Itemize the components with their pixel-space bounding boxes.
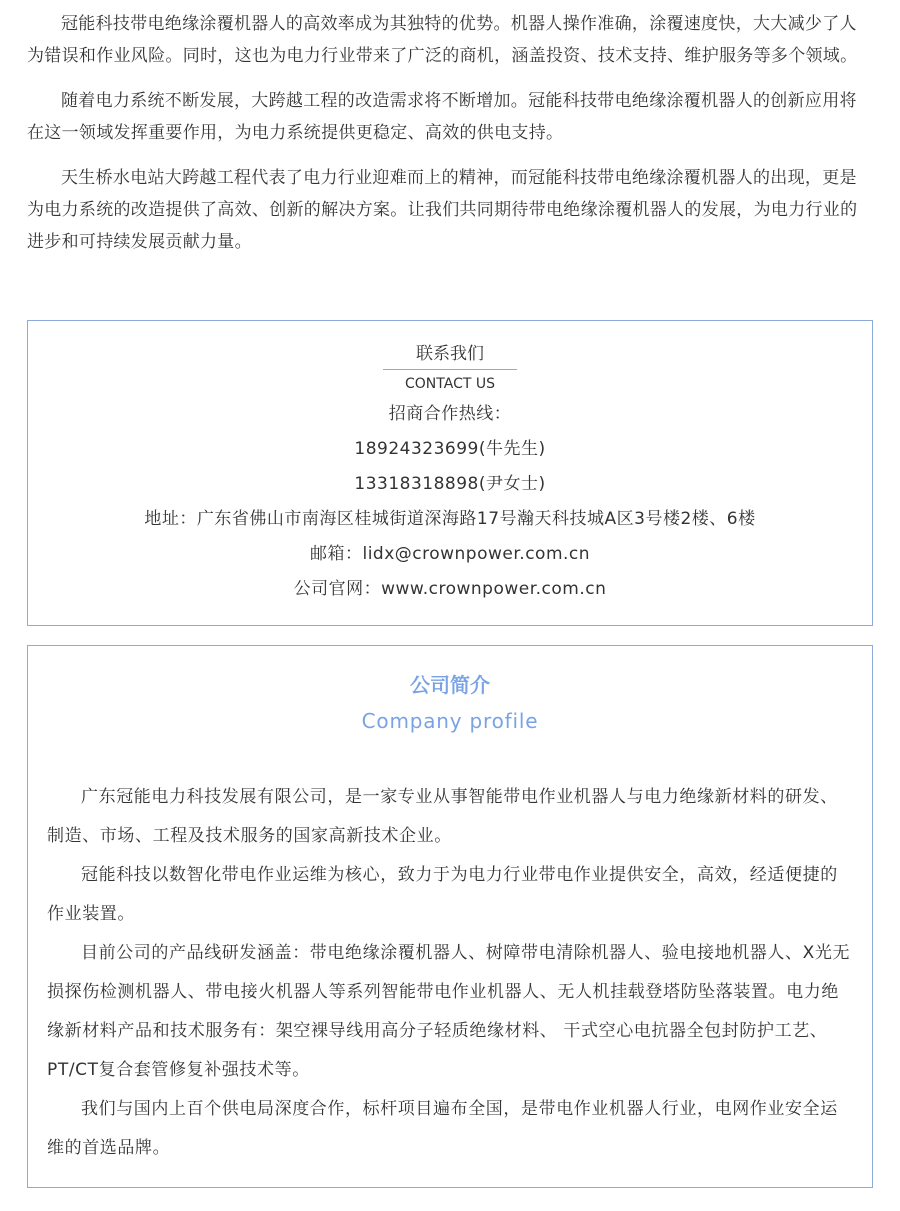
- article-paragraph: 随着电力系统不断发展，大跨越工程的改造需求将不断增加。冠能科技带电绝缘涂覆机器人的创新应用将在这一领域发挥重要作用，为电力系统提供更稳定、高效的供电支持。: [27, 91, 857, 143]
- profile-body: [47, 778, 855, 1168]
- contact-divider: [383, 369, 517, 370]
- email-link[interactable]: 邮箱：lidx@crownpower.com.cn: [309, 544, 591, 564]
- article-paragraph: 天生桥水电站大跨越工程代表了电力行业迎难而上的精神，而冠能科技带电绝缘涂覆机器人的出现，更是为电力系统的改造提供了高效、创新的解决方案。让我们共同期待带电绝缘涂覆机器人的发展，为电力行业的进步和可持续发展贡献力量。: [27, 168, 858, 252]
- phone-number-2[interactable]: 13318318898(尹女士): [354, 474, 546, 494]
- profile-paragraph: 冠能科技以数智化带电作业运维为核心，致力于为电力行业带电作业提供安全，高效，经适便捷的作业装置。: [47, 865, 838, 924]
- article-paragraph: 冠能科技带电绝缘涂覆机器人的高效率成为其独特的优势。机器人操作准确，涂覆速度快，大大减少了人为错误和作业风险。同时，这也为电力行业带来了广泛的商机，涵盖投资、技术支持、维护服务等多个领域。: [27, 14, 858, 66]
- profile-paragraph: 广东冠能电力科技发展有限公司，是一家专业从事智能带电作业机器人与电力绝缘新材料的研发、制造、市场、工程及技术服务的国家高新技术企业。: [47, 787, 838, 846]
- contact-details: [28, 397, 872, 607]
- profile-paragraph: 目前公司的产品线研发涵盖：带电绝缘涂覆机器人、树障带电清除机器人、验电接地机器人、X光无损探伤检测机器人、带电接火机器人等系列智能带电作业机器人、无人机挂载登塔防坠落装置。电力绝缘新材料产品和技术服务有：架空裸导线用高分子轻质绝缘材料、 干式空心电抗器全包封防护工艺、PT/CT复合套管修复补强技术等。: [47, 943, 851, 1080]
- contact-subtitle: CONTACT US: [405, 376, 495, 392]
- profile-paragraph: 我们与国内上百个供电局深度合作，标杆项目遍布全国，是带电作业机器人行业，电网作业安全运维的首选品牌。: [47, 1099, 838, 1158]
- website-link[interactable]: 公司官网：www.crownpower.com.cn: [293, 579, 607, 599]
- company-profile-section: [27, 645, 873, 1188]
- hotline-label: 招商合作热线：: [388, 404, 512, 424]
- contact-title: 联系我们: [416, 344, 484, 364]
- phone-number-1[interactable]: 18924323699(牛先生): [354, 439, 546, 459]
- profile-title: 公司简介: [410, 673, 490, 697]
- profile-subtitle: Company profile: [361, 709, 539, 733]
- address-text: 地址：广东省佛山市南海区桂城街道深海路17号瀚天科技城A区3号楼2楼、6楼: [144, 509, 756, 529]
- article-body: [27, 8, 873, 271]
- contact-section: [27, 320, 873, 626]
